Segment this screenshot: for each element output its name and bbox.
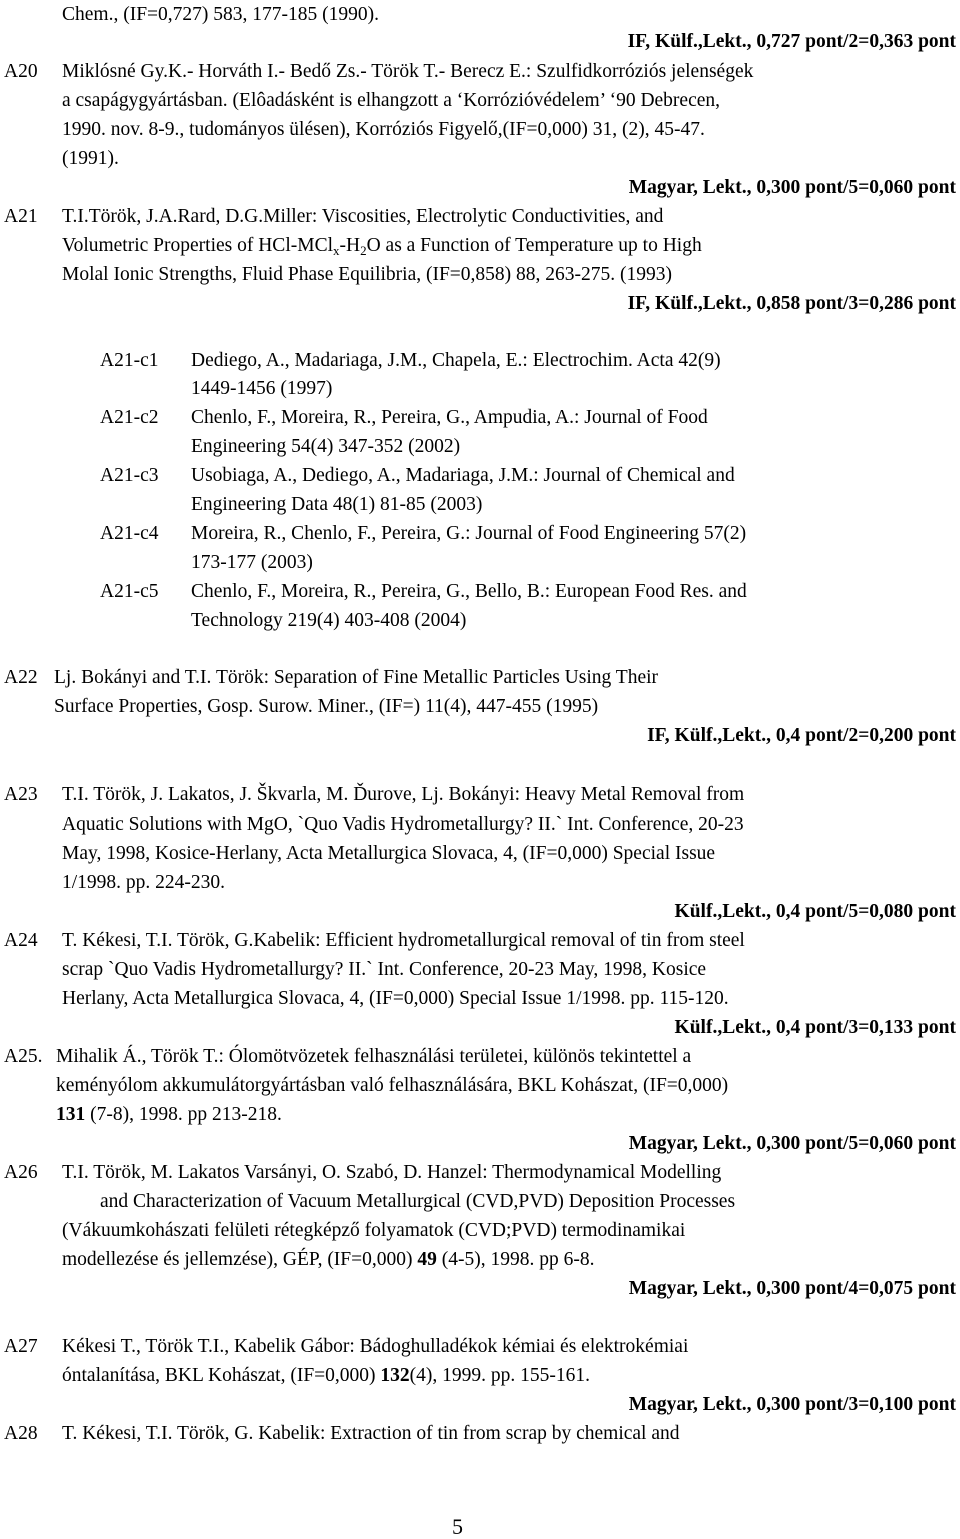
points-a23: Külf.,Lekt., 0,4 pont/5=0,080 pont xyxy=(674,901,956,922)
ref-a23-line4: 1/1998. pp. 224-230. xyxy=(62,872,226,893)
citation-c4-line1: Moreira, R., Chenlo, F., Pereira, G.: Journal of Food Engineering 57(2) xyxy=(191,523,747,544)
citation-c4-line2: 173-177 (2003) xyxy=(191,552,313,573)
ref-id-a28: A28 xyxy=(4,1423,38,1444)
ref-id-a20: A20 xyxy=(4,61,38,82)
citation-id-c4: A21-c4 xyxy=(100,523,159,544)
points-a22: IF, Külf.,Lekt., 0,4 pont/2=0,200 pont xyxy=(647,725,956,746)
citation-c1-line2: 1449-1456 (1997) xyxy=(191,378,333,399)
ref-a20-line2: a csapágygyártásban. (Elôadásként is elhangzott a ‘Korrózióvédelem’ ‘90 Debrecen, xyxy=(62,90,721,111)
ref-id-a23: A23 xyxy=(4,784,38,805)
citation-c2-line1: Chenlo, F., Moreira, R., Pereira, G., Ampudia, A.: Journal of Food xyxy=(191,407,708,428)
ref-a22-line2: Surface Properties, Gosp. Surow. Miner., (IF=) 11(4), 447-455 (1995) xyxy=(54,696,599,717)
points-a21: IF, Külf.,Lekt., 0,858 pont/3=0,286 pont xyxy=(627,293,956,314)
ref-a20-line4: (1991). xyxy=(62,148,119,169)
citation-c5-line2: Technology 219(4) 403-408 (2004) xyxy=(191,610,467,631)
ref-id-a26: A26 xyxy=(4,1162,38,1183)
citation-c3-line1: Usobiaga, A., Dediego, A., Madariaga, J.M.: Journal of Chemical and xyxy=(191,465,735,486)
ref-a21-line1: T.I.Török, J.A.Rard, D.G.Miller: Viscosities, Electrolytic Conductivities, and xyxy=(62,206,664,227)
page-number: 5 xyxy=(452,1514,463,1539)
ref-a26-line3: (Vákuumkohászati felületi rétegképző folyamatok (CVD;PVD) termodinamikai xyxy=(62,1220,686,1241)
ref-id-a21: A21 xyxy=(4,206,38,227)
ref-a24-line3: Herlany, Acta Metallurgica Slovaca, 4, (IF=0,000) Special Issue 1/1998. pp. 115-120. xyxy=(62,988,729,1009)
ref-a23-line1: T.I. Török, J. Lakatos, J. Škvarla, M. Ďurove, Lj. Bokányi: Heavy Metal Removal from xyxy=(62,784,745,805)
points-a26: Magyar, Lekt., 0,300 pont/4=0,075 pont xyxy=(628,1278,956,1299)
citation-c5-line1: Chenlo, F., Moreira, R., Pereira, G., Bello, B.: European Food Res. and xyxy=(191,581,747,602)
points-a25: Magyar, Lekt., 0,300 pont/5=0,060 pont xyxy=(628,1133,956,1154)
ref-a26-line4: modellezése és jellemzése), GÉP, (IF=0,000) 49 (4-5), 1998. pp 6-8. xyxy=(62,1249,595,1270)
points-a24: Külf.,Lekt., 0,4 pont/3=0,133 pont xyxy=(674,1017,956,1038)
citation-c1-line1: Dediego, A., Madariaga, J.M., Chapela, E.: Electrochim. Acta 42(9) xyxy=(191,350,721,371)
points-a27: Magyar, Lekt., 0,300 pont/3=0,100 pont xyxy=(628,1394,956,1415)
points-line: IF, Külf.,Lekt., 0,727 pont/2=0,363 pont xyxy=(627,31,956,52)
ref-id-a24: A24 xyxy=(4,930,38,951)
citation-c2-line2: Engineering 54(4) 347-352 (2002) xyxy=(191,436,461,457)
ref-continuation-line: Chem., (IF=0,727) 583, 177-185 (1990). xyxy=(62,4,380,25)
citation-id-c3: A21-c3 xyxy=(100,465,159,486)
ref-id-a25: A25. xyxy=(4,1046,43,1067)
citation-id-c2: A21-c2 xyxy=(100,407,159,428)
ref-a23-line2: Aquatic Solutions with MgO, `Quo Vadis Hydrometallurgy? II.` Int. Conference, 20-23 xyxy=(62,814,744,835)
citation-id-c5: A21-c5 xyxy=(100,581,159,602)
ref-a21-line3: Molal Ionic Strengths, Fluid Phase Equilibria, (IF=0,858) 88, 263-275. (1993) xyxy=(62,264,673,285)
ref-a21-line2: Volumetric Properties of HCl-$MCl_x-H_2O$ as a Function of Temperature up to High xyxy=(62,235,702,258)
ref-a27-line2: óntalanítása, BKL Kohászat, (IF=0,000) 132(4), 1999. pp. 155-161. xyxy=(62,1365,591,1386)
ref-a22-line1: Lj. Bokányi and T.I. Török: Separation of Fine Metallic Particles Using Their xyxy=(54,667,659,688)
ref-a20-line3: 1990. nov. 8-9., tudományos ülésen), Korróziós Figyelő,(IF=0,000) 31, (2), 45-47. xyxy=(62,119,705,140)
ref-a25-line3: 131 (7-8), 1998. pp 213-218. xyxy=(56,1104,282,1125)
ref-a20-line1: Miklósné Gy.K.- Horváth I.- Bedő Zs.- Török T.- Berecz E.: Szulfidkorróziós jelenségek xyxy=(62,61,754,82)
ref-a27-line1: Kékesi T., Török T.I., Kabelik Gábor: Bádoghulladékok kémiai és elektrokémiai xyxy=(62,1336,689,1357)
ref-a28-line1: T. Kékesi, T.I. Török, G. Kabelik: Extraction of tin from scrap by chemical and xyxy=(62,1423,680,1444)
citation-id-c1: A21-c1 xyxy=(100,350,159,371)
ref-a25-line2: keményólom akkumulátorgyártásban való felhasználására, BKL Kohászat, (IF=0,000) xyxy=(56,1075,729,1096)
ref-a24-line1: T. Kékesi, T.I. Török, G.Kabelik: Efficient hydrometallurgical removal of tin from steel xyxy=(62,930,745,951)
ref-a23-line3: May, 1998, Kosice-Herlany, Acta Metallurgica Slovaca, 4, (IF=0,000) Special Issue xyxy=(62,843,716,864)
ref-a24-line2: scrap `Quo Vadis Hydrometallurgy? II.` Int. Conference, 20-23 May, 1998, Kosice xyxy=(62,959,707,980)
ref-a25-line1: Mihalik Á., Török T.: Ólomötvözetek felhasználási területei, különös tekintettel a xyxy=(56,1046,692,1067)
ref-id-a22: A22 xyxy=(4,667,38,688)
points-a20: Magyar, Lekt., 0,300 pont/5=0,060 pont xyxy=(628,177,956,198)
citation-c3-line2: Engineering Data 48(1) 81-85 (2003) xyxy=(191,494,483,515)
ref-a26-line1: T.I. Török, M. Lakatos Varsányi, O. Szabó, D. Hanzel: Thermodynamical Modelling xyxy=(62,1162,722,1183)
ref-id-a27: A27 xyxy=(4,1336,38,1357)
ref-a26-line2: and Characterization of Vacuum Metallurgical (CVD,PVD) Deposition Processes xyxy=(100,1191,736,1212)
